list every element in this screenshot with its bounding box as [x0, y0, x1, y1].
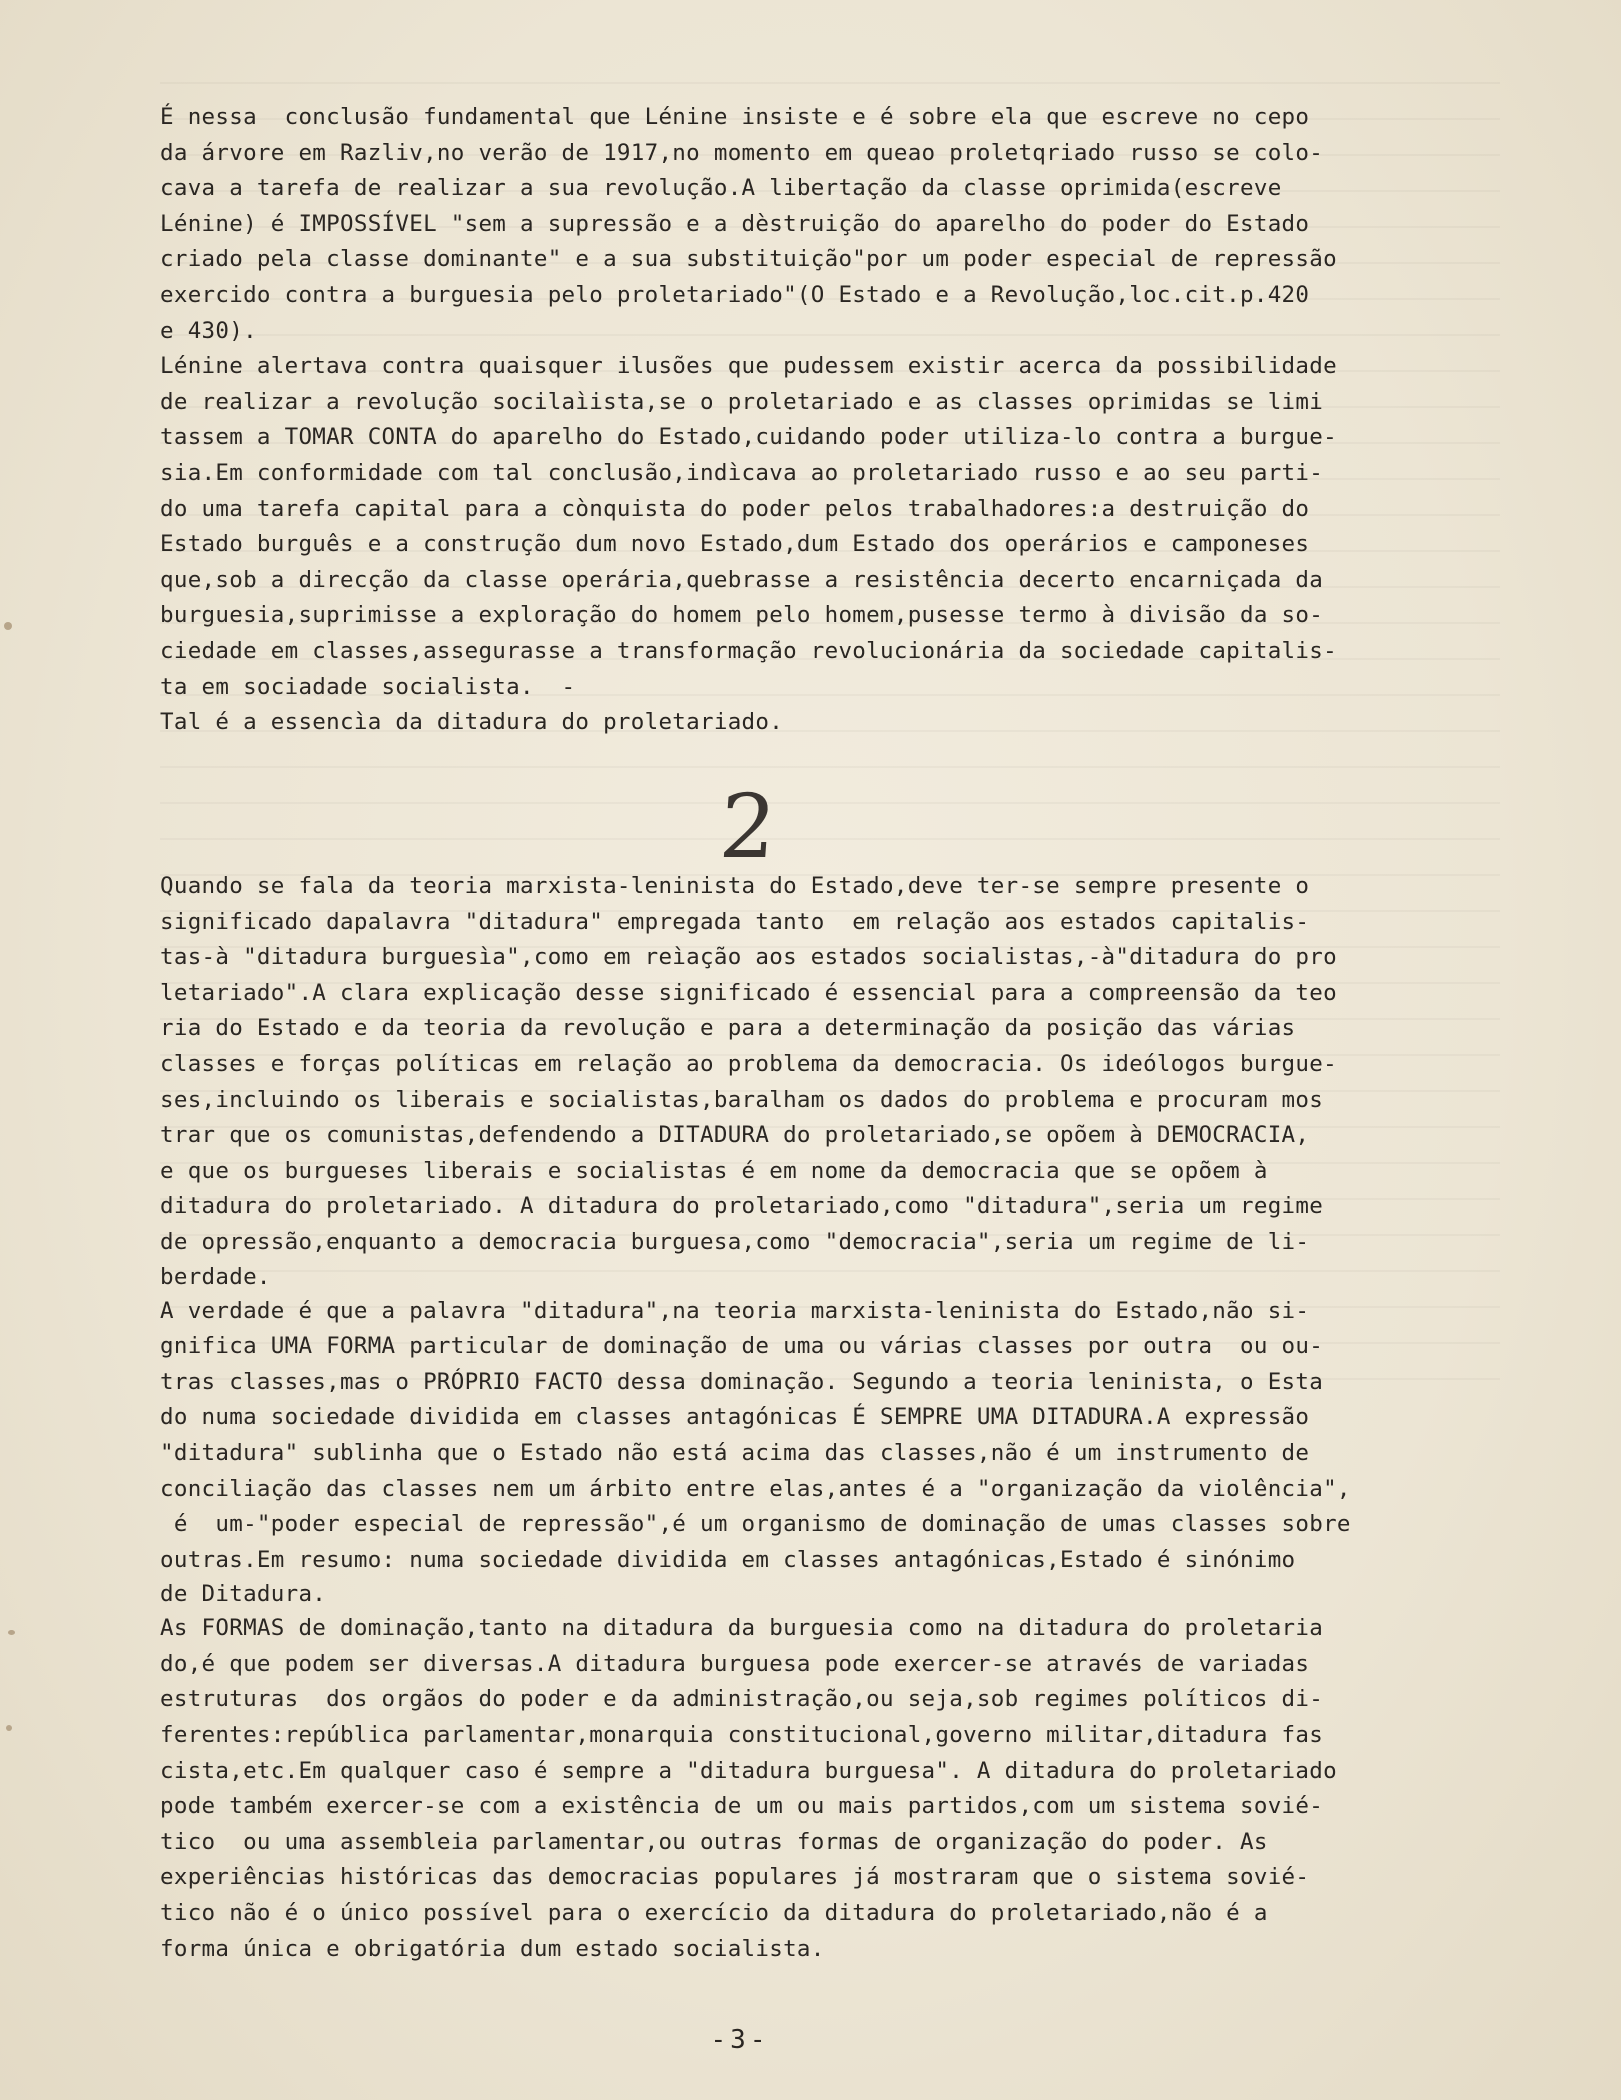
text-line: ditadura do proletariado. A ditadura do proletariado,como "ditadura",seria um regime [160, 1193, 1324, 1220]
margin-ink-mark [4, 622, 12, 630]
text-line: e 430). [160, 317, 257, 344]
text-line: pode também exercer-se com a existência de um ou mais partidos,com um sistema sovié- [160, 1793, 1324, 1820]
text-line: Tal é a essencìa da ditadura do proletariado. [160, 709, 784, 736]
text-line: A verdade é que a palavra "ditadura",na teoria marxista-leninista do Estado,não si- [160, 1297, 1310, 1324]
text-line: conciliação das classes nem um árbito entre elas,antes é a "organização da violência", [160, 1475, 1351, 1502]
text-line: ferentes:república parlamentar,monarquia constitucional,governo militar,ditadura fas [160, 1722, 1324, 1749]
text-line: ria do Estado e da teoria da revolução e para a determinação da posição das várias [160, 1015, 1296, 1042]
paragraph-3 [160, 705, 1490, 741]
text-line: exercido contra a burguesia pelo proletariado"(O Estado e a Revolução,loc.cit.p.420 [160, 281, 1310, 308]
text-line: tico ou uma assembleia parlamentar,ou outras formas de organização do poder. As [160, 1828, 1268, 1855]
paragraph-4 [160, 869, 1490, 1294]
text-line: burguesia,suprimisse a exploração do homem pelo homem,pusesse termo à divisão da so- [160, 602, 1324, 629]
text-line: é um-"poder especial de repressão",é um organismo de dominação de umas classes sobre [160, 1511, 1351, 1538]
paragraph-2 [160, 349, 1490, 705]
paragraph-5 [160, 1294, 1490, 1612]
margin-ink-mark [8, 1630, 15, 1635]
text-line: outras.Em resumo: numa sociedade dividida em classes antagónicas,Estado é sinónimo [160, 1546, 1296, 1573]
text-line: As FORMAS de dominação,tanto na ditadura da burguesia como na ditadura do proletaria [160, 1615, 1324, 1642]
text-line: do uma tarefa capital para a cònquista do poder pelos trabalhadores:a destruição do [160, 495, 1310, 522]
text-line: Lénine) é IMPOSSÍVEL "sem a supressão e a dèstruição do aparelho do poder do Estado [160, 210, 1310, 237]
text-line: tassem a TOMAR CONTA do aparelho do Estado,cuidando poder utiliza-lo contra a burgue- [160, 424, 1337, 451]
text-line: significado dapalavra "ditadura" empregada tanto em relação aos estados capitalis- [160, 908, 1310, 935]
text-line: cista,etc.Em qualquer caso é sempre a "ditadura burguesa". A ditadura do proletariado [160, 1757, 1337, 1784]
text-line: do numa sociedade dividida em classes antagónicas É SEMPRE UMA DITADURA.A expressão [160, 1404, 1310, 1431]
margin-ink-mark [6, 1725, 12, 1731]
text-line: de opressão,enquanto a democracia burguesa,como "democracia",seria um regime de li- [160, 1228, 1310, 1255]
text-line: ciedade em classes,assegurasse a transformação revolucionária da sociedade capitalis- [160, 637, 1337, 664]
paragraph-1 [160, 100, 1490, 349]
text-line: do,é que podem ser diversas.A ditadura burguesa pode exercer-se através de variadas [160, 1650, 1310, 1677]
text-line: "ditadura" sublinha que o Estado não está acima das classes,não é um instrumento de [160, 1439, 1310, 1466]
text-block-2 [160, 869, 1490, 1967]
text-line: gnifica UMA FORMA particular de dominação de uma ou várias classes por outra ou ou- [160, 1333, 1324, 1360]
text-line: estruturas dos orgãos do poder e da administração,ou seja,sob regimes políticos di- [160, 1686, 1324, 1713]
paragraph-6 [160, 1611, 1490, 1967]
text-block-1 [160, 100, 1490, 741]
text-line: que,sob a direcção da classe operária,quebrasse a resistência decerto encarniçada da [160, 566, 1324, 593]
text-line: tico não é o único possível para o exercício da ditadura do proletariado,não é a [160, 1900, 1268, 1927]
text-line: ses,incluindo os liberais e socialistas,baralham os dados do problema e procuram mos [160, 1086, 1324, 1113]
text-line: experiências históricas das democracias populares já mostraram que o sistema sovié- [160, 1864, 1310, 1891]
text-line: de realizar a revolução socilaìista,se o proletariado e as classes oprimidas se limi [160, 388, 1324, 415]
text-line: Quando se fala da teoria marxista-leninista do Estado,deve ter-se sempre presente o [160, 873, 1310, 899]
text-line: cava a tarefa de realizar a sua revolução.A libertação da classe oprimida(escreve [160, 175, 1282, 202]
text-line: de Ditadura. [160, 1581, 327, 1608]
text-line: tas-à "ditadura burguesìa",como em reìação aos estados socialistas,-à"ditadura do pro [160, 944, 1337, 971]
text-line: e que os burgueses liberais e socialistas é em nome da democracia que se opõem à [160, 1157, 1268, 1184]
text-line: da árvore em Razliv,no verão de 1917,no momento em queao proletqriado russo se colo- [160, 139, 1324, 166]
text-line: Estado burguês e a construção dum novo Estado,dum Estado dos operários e camponeses [160, 531, 1310, 558]
text-line: Lénine alertava contra quaisquer ilusões que pudessem existir acerca da possibilidade [160, 353, 1337, 380]
text-line: forma única e obrigatória dum estado socialista. [160, 1935, 825, 1962]
text-line: sia.Em conformidade com tal conclusão,indìcava ao proletariado russo e ao seu parti- [160, 459, 1324, 486]
text-line: É nessa conclusão fundamental que Lénine insiste e é sobre ela que escreve no cepo [160, 104, 1310, 130]
page-number: -3- [710, 2025, 770, 2055]
section-number: 2 [716, 775, 780, 878]
text-line: ta em sociadade socialista. - [160, 673, 576, 700]
text-line: letariado".A clara explicação desse significado é essencial para a compreensão da teo [160, 979, 1337, 1006]
text-line: criado pela classe dominante" e a sua substituição"por um poder especial de repressão [160, 246, 1337, 273]
text-line: tras classes,mas o PRÓPRIO FACTO dessa dominação. Segundo a teoria leninista, o Esta [160, 1368, 1324, 1395]
text-line: trar que os comunistas,defendendo a DITADURA do proletariado,se opõem à DEMOCRACIA, [160, 1122, 1310, 1149]
text-line: classes e forças políticas em relação ao problema da democracia. Os ideólogos burgue- [160, 1050, 1337, 1077]
text-line: berdade. [160, 1263, 271, 1290]
